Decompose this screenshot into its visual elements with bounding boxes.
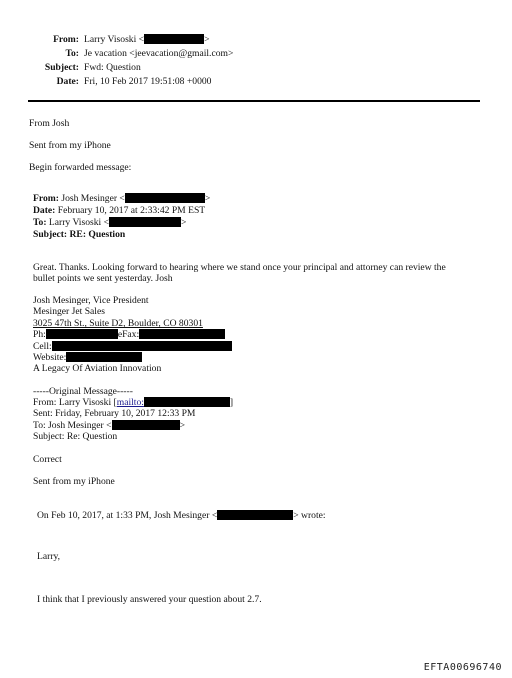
header-from-value xyxy=(84,34,210,45)
forwarded-date-row xyxy=(33,205,205,216)
original-to-text: To: Josh Mesinger < xyxy=(33,420,112,431)
signature-cell-label: Cell: xyxy=(33,341,52,352)
signature-tagline: A Legacy Of Aviation Innovation xyxy=(33,363,162,374)
header-from-label: From: xyxy=(53,34,79,45)
forwarded-from-label: From: xyxy=(33,193,59,204)
forwarded-to-row xyxy=(33,217,186,228)
forwarded-date-label: Date: xyxy=(33,205,56,216)
signature-cell-row xyxy=(33,341,232,352)
header-divider xyxy=(28,100,480,102)
header-subject-label: Subject: xyxy=(44,62,79,73)
bates-number: EFTA00696740 xyxy=(423,662,502,673)
redaction-box xyxy=(217,510,293,520)
message-line-1: Great. Thanks. Looking forward to hearing where we stand once your principal and attorney can review the xyxy=(33,262,446,273)
forwarded-from-row xyxy=(33,193,210,204)
header-subject-value: Fwd: Question xyxy=(84,62,141,73)
redaction-box xyxy=(112,420,180,430)
reply-wrote-prefix: On Feb 10, 2017, at 1:33 PM, Josh Mesinger < xyxy=(37,510,218,521)
forwarded-from-name: Josh Mesinger < xyxy=(58,193,125,204)
forwarded-subject-label: Subject: xyxy=(33,229,68,240)
forwarded-to-name: Larry Visoski < xyxy=(46,217,109,228)
forwarded-to-close: > xyxy=(181,217,187,228)
signature-address-text: 3025 47th St., Suite D2, Boulder, CO 80301 xyxy=(33,318,203,329)
original-to-row xyxy=(33,420,185,431)
redaction-box xyxy=(139,329,225,339)
body-line-begin-forwarded: Begin forwarded message: xyxy=(29,162,132,173)
original-from-close: ] xyxy=(229,397,234,408)
original-from-row xyxy=(33,397,233,408)
body-line-from-josh: From Josh xyxy=(29,118,70,129)
message-line-2: bullet points we sent yesterday. Josh xyxy=(33,273,173,284)
signature-name-title: Josh Mesinger, Vice President xyxy=(33,295,149,306)
reply-greeting: Larry, xyxy=(37,551,61,562)
signature-website-label: Website: xyxy=(33,352,67,363)
original-mailto-link[interactable]: mailto: xyxy=(116,397,144,408)
original-to-close: > xyxy=(179,420,185,431)
reply-sent-from: Sent from my iPhone xyxy=(33,476,115,487)
reply-correct: Correct xyxy=(33,454,62,465)
redaction-box xyxy=(144,397,230,407)
redaction-box xyxy=(144,34,204,44)
header-to-value: Je vacation <jeevacation@gmail.com> xyxy=(84,48,234,59)
original-from-text: From: Larry Visoski [ xyxy=(33,397,117,408)
header-date-label: Date: xyxy=(56,76,79,87)
signature-company: Mesinger Jet Sales xyxy=(33,306,105,317)
original-sent-row: Sent: Friday, February 10, 2017 12:33 PM xyxy=(33,408,196,419)
forwarded-subject-value: RE: Question xyxy=(67,229,126,240)
redaction-box xyxy=(46,329,118,339)
redaction-box xyxy=(109,217,181,227)
forwarded-subject-row xyxy=(33,229,125,240)
signature-website-row xyxy=(33,352,142,363)
signature-efax-label: eFax: xyxy=(117,329,140,340)
header-date-value: Fri, 10 Feb 2017 19:51:08 +0000 xyxy=(84,76,212,87)
redaction-box xyxy=(125,193,205,203)
body-line-sent-from: Sent from my iPhone xyxy=(29,140,111,151)
forwarded-from-close: > xyxy=(204,193,211,204)
redaction-box xyxy=(66,352,142,362)
signature-ph-label: Ph: xyxy=(33,329,46,340)
signature-phone-row xyxy=(33,329,225,340)
reply-wrote-row xyxy=(37,510,326,521)
header-from-close: > xyxy=(204,34,210,45)
reply-wrote-suffix: > wrote: xyxy=(293,510,326,521)
forwarded-to-label: To: xyxy=(33,217,47,228)
original-subject-row: Subject: Re: Question xyxy=(33,431,118,442)
forwarded-date-value: February 10, 2017 at 2:33:42 PM EST xyxy=(55,205,206,216)
original-separator: -----Original Message----- xyxy=(33,386,133,397)
signature-address xyxy=(33,318,203,329)
header-from-name: Larry Visoski < xyxy=(84,34,145,45)
reply-last-line: I think that I previously answered your question about 2.7. xyxy=(37,594,262,605)
redaction-box xyxy=(52,341,232,351)
header-to-label: To: xyxy=(65,48,79,59)
